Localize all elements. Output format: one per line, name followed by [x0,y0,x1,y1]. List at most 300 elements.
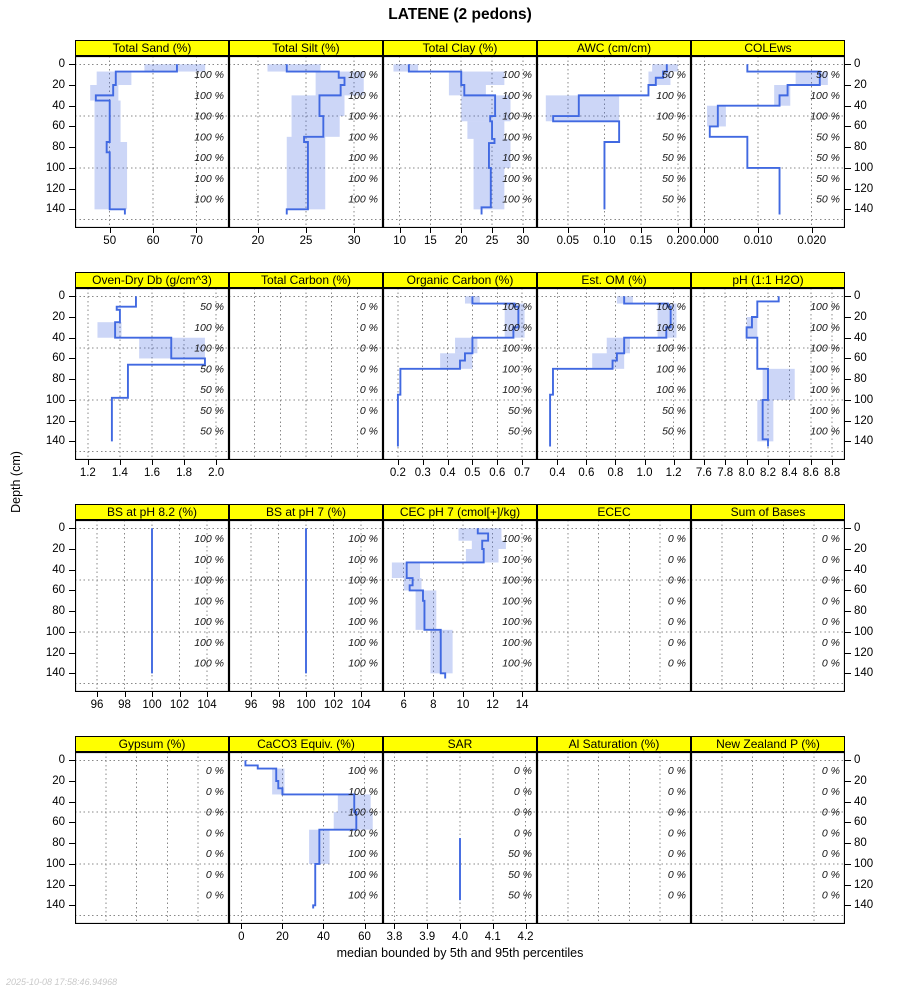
pct-label: 50 % [662,69,686,82]
depth-tick-right [845,379,851,380]
percentile-band [90,85,118,101]
pct-label: 0 % [667,889,686,902]
panel-canvas-sum-of-bases [691,520,845,692]
x-tick-sar [493,924,494,929]
x-tick-est-om [645,460,646,465]
x-tick-sar [526,924,527,929]
depth-tick-right [845,296,851,297]
depth-tick-right [845,781,851,782]
pct-label: 0 % [821,636,840,649]
x-tick-organic-carbon [423,460,424,465]
x-tick-label-bs-ph82: 100 [142,699,162,711]
x-tick-label-total-clay: 20 [454,235,468,247]
percentile-band [268,64,321,71]
pct-label: 100 % [656,301,686,314]
pct-label: 100 % [502,321,532,334]
depth-tick-label-left: 20 [52,543,65,555]
depth-tick-left [69,760,75,761]
x-tick-label-total-sand: 70 [190,235,203,247]
depth-tick-left [69,209,75,210]
depth-tick-label-left: 40 [52,331,65,344]
percentile-band [393,64,418,71]
pct-label: 50 % [662,172,686,185]
pct-label: 0 % [205,827,224,840]
pct-label: 100 % [348,616,378,629]
depth-tick-label-left: 60 [52,352,65,365]
depth-tick-right [845,760,851,761]
pct-label: 100 % [348,131,378,144]
x-tick-label-ph: 8.6 [802,467,819,479]
pct-label: 0 % [821,889,840,902]
pct-label: 0 % [821,785,840,798]
pct-label: 0 % [667,657,686,670]
pct-label: 100 % [194,172,224,185]
x-tick-label-caco3-equiv: 40 [317,931,330,943]
panel-total-silt [229,56,383,228]
x-tick-label-awc: 0.05 [556,235,579,247]
depth-tick-left [69,549,75,550]
pct-label: 100 % [348,89,378,102]
x-tick-label-total-clay: 25 [485,235,499,247]
strip-est-om: Est. OM (%) [537,272,691,288]
depth-tick-label-left: 120 [45,646,65,659]
pct-label: 100 % [194,657,224,670]
y-axis-label: Depth (cm) [9,451,23,513]
x-tick-total-silt [258,228,259,233]
pct-label: 100 % [502,595,532,608]
depth-tick-right [845,189,851,190]
depth-tick-left [69,189,75,190]
pct-label: 50 % [816,172,840,185]
depth-tick-right [845,822,851,823]
strip-ph: pH (1:1 H2O) [691,272,845,288]
depth-tick-right [845,85,851,86]
pct-label: 0 % [667,636,686,649]
percentile-band [707,106,726,127]
x-tick-label-organic-carbon: 0.6 [489,467,506,479]
pct-label: 50 % [200,425,224,438]
x-tick-label-ph: 8.0 [738,467,755,479]
depth-tick-right [845,611,851,612]
strip-total-silt: Total Silt (%) [229,40,383,56]
panel-awc [537,56,691,228]
pct-label: 100 % [656,321,686,334]
x-tick-caco3-equiv [323,924,324,929]
percentile-band [472,541,506,549]
pct-label: 100 % [348,533,378,546]
depth-tick-right [845,421,851,422]
x-tick-label-colews: 0.010 [743,235,773,247]
depth-tick-right [845,106,851,107]
pct-label: 50 % [816,131,840,144]
depth-tick-left [69,822,75,823]
pct-label: 100 % [810,321,840,334]
pct-label: 0 % [667,574,686,587]
depth-tick-right [845,317,851,318]
percentile-band [416,590,437,629]
pct-label: 50 % [508,889,532,902]
percentile-band [292,95,345,116]
depth-tick-left [69,632,75,633]
strip-ecec: ECEC [537,504,691,520]
x-tick-label-sar: 4.2 [517,931,534,943]
depth-tick-label-left: 100 [45,161,65,174]
panel-est-om [537,288,691,460]
strip-bs-ph82: BS at pH 8.2 (%) [75,504,229,520]
x-tick-label-bs-ph7: 98 [272,699,285,711]
depth-tick-label-right: 0 [854,290,861,303]
pct-label: 100 % [348,806,378,819]
strip-gypsum: Gypsum (%) [75,736,229,752]
depth-tick-label-left: 120 [45,182,65,195]
panel-gypsum [75,752,229,924]
x-tick-oven-dry-db [152,460,153,465]
depth-tick-left [69,85,75,86]
depth-tick-right [845,147,851,148]
pct-label: 100 % [656,89,686,102]
depth-tick-label-left: 40 [52,99,65,112]
x-tick-bs-ph7 [279,692,280,697]
panel-canvas-colews [691,56,845,228]
pct-label: 50 % [200,301,224,314]
depth-tick-label-left: 20 [52,79,65,91]
percentile-band [474,168,505,209]
depth-tick-right [845,209,851,210]
depth-tick-right [845,905,851,906]
pct-label: 100 % [502,657,532,670]
pct-label: 100 % [194,131,224,144]
pct-label: 0 % [821,868,840,881]
depth-tick-left [69,802,75,803]
panel-sum-of-bases [691,520,845,692]
panel-canvas-organic-carbon [383,288,537,460]
pct-label: 100 % [348,765,378,778]
x-tick-label-caco3-equiv: 60 [358,931,371,943]
pct-label: 0 % [821,533,840,546]
x-tick-ph [832,460,833,465]
depth-tick-label-left: 0 [58,290,65,303]
strip-sar: SAR [383,736,537,752]
pct-label: 0 % [667,765,686,778]
x-tick-bs-ph7 [251,692,252,697]
pct-label: 100 % [348,848,378,861]
percentile-band [459,528,502,540]
depth-tick-right [845,358,851,359]
pct-label: 0 % [667,785,686,798]
depth-tick-left [69,653,75,654]
x-tick-label-cec-ph7: 6 [400,699,407,711]
x-tick-label-est-om: 0.8 [607,467,624,479]
pct-label: 50 % [508,425,532,438]
pct-label: 100 % [656,110,686,123]
depth-tick-label-left: 40 [52,563,65,576]
pct-label: 100 % [194,342,224,355]
panel-canvas-gypsum [75,752,229,924]
x-tick-label-bs-ph7: 104 [351,699,371,711]
x-tick-label-total-clay: 30 [516,235,530,247]
pct-label: 100 % [502,553,532,566]
pct-label: 100 % [502,152,532,165]
x-tick-label-bs-ph7: 102 [323,699,344,711]
depth-tick-right [845,528,851,529]
x-tick-total-clay [430,228,431,233]
depth-tick-label-left: 80 [52,373,65,386]
x-tick-label-sar: 4.0 [452,931,468,943]
x-tick-label-bs-ph7: 100 [296,699,316,711]
depth-tick-label-right: 100 [854,625,874,638]
depth-tick-label-right: 40 [854,795,867,808]
panel-bs-ph82 [75,520,229,692]
x-tick-label-ph: 8.2 [760,467,776,479]
x-tick-label-organic-carbon: 0.2 [389,467,406,479]
median-line [245,760,356,908]
pct-label: 100 % [502,342,532,355]
x-tick-caco3-equiv [241,924,242,929]
percentile-band [292,116,340,137]
percentile-band [95,101,121,142]
x-tick-sar [460,924,461,929]
x-tick-est-om [615,460,616,465]
pct-label: 100 % [502,616,532,629]
panel-canvas-new-zealand-p [691,752,845,924]
x-tick-label-oven-dry-db: 1.8 [176,467,193,479]
pct-label: 0 % [359,363,378,376]
x-tick-label-total-sand: 50 [103,235,117,247]
pct-label: 100 % [194,636,224,649]
x-tick-cec-ph7 [463,692,464,697]
pct-label: 100 % [656,363,686,376]
depth-tick-label-right: 100 [854,857,874,870]
depth-tick-right [845,441,851,442]
x-tick-ph [768,460,769,465]
percentile-band [467,121,504,139]
x-tick-label-ph: 8.8 [824,467,841,479]
pct-label: 50 % [508,404,532,417]
x-tick-label-est-om: 1.0 [636,467,653,479]
pct-label: 0 % [205,806,224,819]
pct-label: 100 % [502,384,532,397]
pct-label: 50 % [816,152,840,165]
pct-label: 100 % [502,131,532,144]
pct-label: 0 % [205,785,224,798]
pct-label: 100 % [348,553,378,566]
depth-tick-label-left: 120 [45,414,65,427]
strip-cec-ph7: CEC pH 7 (cmol[+]/kg) [383,504,537,520]
depth-tick-label-right: 60 [854,352,867,365]
x-tick-total-clay [461,228,462,233]
x-tick-label-cec-ph7: 8 [430,699,437,711]
panel-canvas-cec-ph7 [383,520,537,692]
strip-total-carbon: Total Carbon (%) [229,272,383,288]
depth-tick-label-right: 20 [854,775,867,787]
pct-label: 0 % [667,533,686,546]
x-tick-label-cec-ph7: 10 [456,699,470,711]
pct-label: 50 % [508,868,532,881]
depth-tick-left [69,317,75,318]
x-tick-total-sand [153,228,154,233]
depth-tick-label-right: 80 [854,605,867,618]
depth-tick-left [69,421,75,422]
pct-label: 100 % [348,110,378,123]
pct-label: 100 % [502,301,532,314]
pct-label: 0 % [513,765,532,778]
pct-label: 50 % [200,404,224,417]
depth-tick-left [69,64,75,65]
pct-label: 100 % [348,785,378,798]
depth-tick-label-right: 40 [854,563,867,576]
depth-tick-left [69,106,75,107]
panel-total-carbon [229,288,383,460]
x-tick-label-bs-ph82: 102 [169,699,190,711]
pct-label: 0 % [821,765,840,778]
depth-tick-left [69,358,75,359]
x-tick-bs-ph82 [97,692,98,697]
x-tick-total-clay [523,228,524,233]
x-tick-label-organic-carbon: 0.5 [464,467,481,479]
pct-label: 100 % [194,616,224,629]
x-tick-label-ph: 7.8 [717,467,734,479]
x-tick-caco3-equiv [282,924,283,929]
depth-tick-right [845,64,851,65]
x-tick-colews [758,228,759,233]
depth-tick-label-right: 80 [854,141,867,154]
depth-tick-right [845,653,851,654]
panel-ph [691,288,845,460]
x-tick-label-oven-dry-db: 1.4 [111,467,128,479]
panel-new-zealand-p [691,752,845,924]
x-tick-label-oven-dry-db: 1.6 [144,467,160,479]
x-tick-awc [604,228,605,233]
depth-tick-left [69,673,75,674]
pct-label: 0 % [359,342,378,355]
x-tick-label-ph: 7.6 [695,467,712,479]
panel-canvas-ph [691,288,845,460]
x-tick-bs-ph82 [125,692,126,697]
percentile-band [466,549,499,562]
panel-total-clay [383,56,537,228]
depth-tick-label-left: 20 [52,311,65,323]
pct-label: 50 % [662,152,686,165]
x-tick-label-total-clay: 15 [424,235,437,247]
depth-tick-label-right: 140 [854,203,874,216]
x-tick-ph [811,460,812,465]
pct-label: 100 % [348,193,378,206]
x-tick-total-silt [354,228,355,233]
pct-label: 0 % [359,321,378,334]
pct-label: 0 % [205,889,224,902]
pct-label: 100 % [502,574,532,587]
x-tick-cec-ph7 [522,692,523,697]
median-line [553,64,667,209]
pct-label: 100 % [194,574,224,587]
depth-tick-label-left: 80 [52,837,65,850]
pct-label: 0 % [821,806,840,819]
depth-tick-label-right: 120 [854,878,874,891]
pct-label: 100 % [502,110,532,123]
x-tick-label-bs-ph82: 96 [90,699,104,711]
pct-label: 0 % [821,657,840,670]
x-tick-total-sand [196,228,197,233]
x-tick-colews [812,228,813,233]
panel-ecec [537,520,691,692]
depth-tick-label-right: 40 [854,331,867,344]
pct-label: 0 % [667,848,686,861]
depth-tick-left [69,168,75,169]
pct-label: 0 % [821,595,840,608]
pct-label: 0 % [667,595,686,608]
percentile-band [607,338,630,354]
depth-tick-label-left: 0 [58,754,65,767]
x-tick-label-ph: 8.4 [781,467,798,479]
depth-tick-label-left: 60 [52,816,65,829]
x-tick-ph [789,460,790,465]
pct-label: 0 % [821,827,840,840]
pct-label: 100 % [502,636,532,649]
depth-tick-label-right: 20 [854,543,867,555]
depth-tick-label-left: 140 [45,667,65,680]
x-tick-sar [427,924,428,929]
pct-label: 0 % [667,616,686,629]
strip-al-saturation: Al Saturation (%) [537,736,691,752]
x-tick-label-organic-carbon: 0.4 [439,467,456,479]
pct-label: 100 % [194,321,224,334]
depth-tick-label-right: 0 [854,522,861,535]
x-tick-label-colews: 0.020 [797,235,827,247]
x-tick-label-organic-carbon: 0.3 [414,467,431,479]
depth-tick-right [845,885,851,886]
strip-sum-of-bases: Sum of Bases [691,504,845,520]
x-tick-ph [704,460,705,465]
pct-label: 100 % [194,69,224,82]
pct-label: 0 % [205,848,224,861]
depth-tick-label-right: 80 [854,373,867,386]
median-line [710,64,820,214]
depth-tick-label-right: 120 [854,646,874,659]
percentile-band [440,353,472,369]
x-tick-label-caco3-equiv: 0 [238,931,245,943]
panel-caco3-equiv [229,752,383,924]
pct-label: 0 % [821,553,840,566]
x-tick-ph [747,460,748,465]
pct-label: 0 % [667,868,686,881]
pct-label: 0 % [513,806,532,819]
depth-tick-left [69,781,75,782]
depth-tick-label-left: 120 [45,878,65,891]
panel-oven-dry-db [75,288,229,460]
depth-tick-label-right: 60 [854,120,867,133]
pct-label: 100 % [194,553,224,566]
depth-tick-label-left: 100 [45,857,65,870]
pct-label: 100 % [502,363,532,376]
x-tick-label-est-om: 1.2 [665,467,682,479]
depth-tick-label-left: 140 [45,435,65,448]
pct-label: 50 % [816,193,840,206]
depth-tick-right [845,843,851,844]
x-tick-organic-carbon [398,460,399,465]
x-tick-bs-ph7 [306,692,307,697]
pct-label: 0 % [667,827,686,840]
depth-tick-label-left: 60 [52,584,65,597]
pct-label: 100 % [348,657,378,670]
median-line [550,296,671,446]
x-tick-label-organic-carbon: 0.7 [514,467,531,479]
panel-canvas-bs-ph7 [229,520,383,692]
depth-tick-label-left: 140 [45,203,65,216]
pct-label: 100 % [502,533,532,546]
depth-tick-left [69,147,75,148]
depth-tick-label-right: 80 [854,837,867,850]
percentile-band [449,85,486,95]
